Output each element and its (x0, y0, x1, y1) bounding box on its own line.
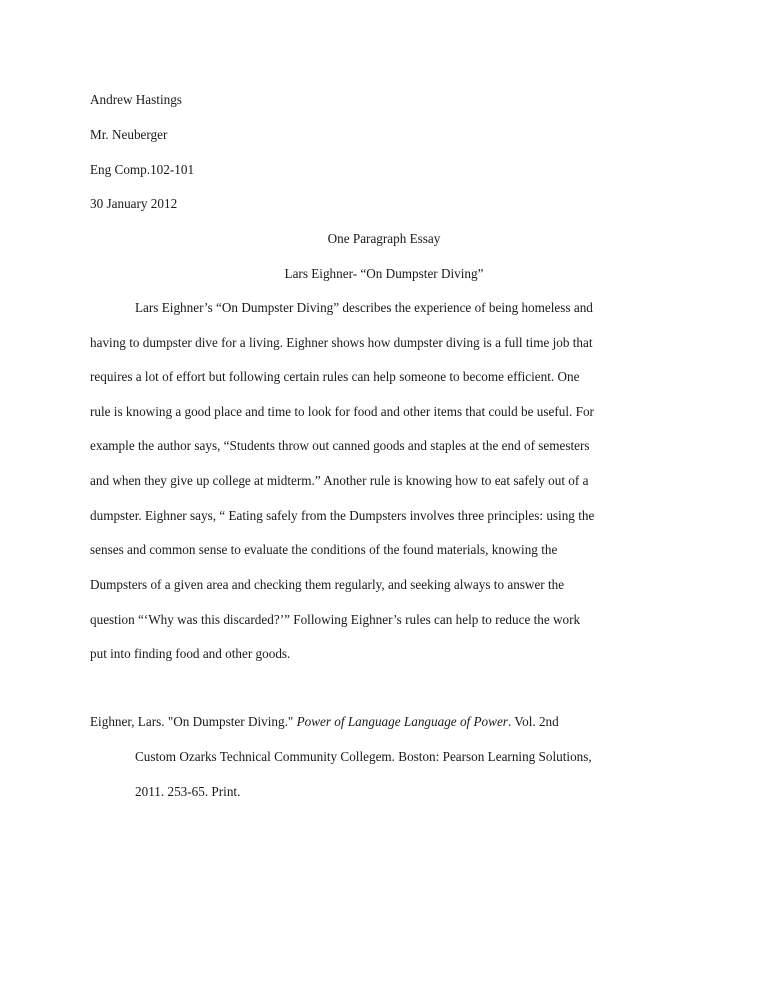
citation-line-2: Custom Ozarks Technical Community Collegem. Boston: Pearson Learning Solutions, (135, 749, 592, 764)
body-line: put into finding food and other goods. (90, 646, 291, 661)
citation-book-title: Power of Language Language of Power (296, 714, 508, 729)
citation-author-title: Eighner, Lars. "On Dumpster Diving." (90, 714, 297, 729)
essay-date: 30 January 2012 (90, 196, 178, 211)
body-line: question “‘Why was this discarded?’” Following Eighner’s rules can help to reduce the work (90, 612, 581, 627)
body-line: and when they give up college at midterm.” Another rule is knowing how to eat safely out of a (90, 473, 589, 488)
body-line: example the author says, “Students throw out canned goods and staples at the end of semesters (90, 438, 590, 453)
citation-line-3: 2011. 253-65. Print. (135, 784, 241, 799)
body-line: dumpster. Eighner says, “ Eating safely from the Dumpsters involves three principles: using the (90, 508, 595, 523)
citation-volume: . Vol. 2nd (507, 714, 559, 729)
citation-line-1 (90, 714, 559, 730)
body-line: senses and common sense to evaluate the conditions of the found materials, knowing the (90, 542, 558, 557)
essay-title: Lars Eighner- “On Dumpster Diving” (284, 266, 484, 281)
body-line: requires a lot of effort but following certain rules can help someone to become efficient. One (90, 369, 580, 384)
body-line: having to dumpster dive for a living. Eighner shows how dumpster diving is a full time job that (90, 335, 593, 350)
essay-type-heading: One Paragraph Essay (327, 231, 441, 246)
body-line: Lars Eighner’s “On Dumpster Diving” describes the experience of being homeless and (135, 300, 593, 315)
course-name: Eng Comp.102-101 (90, 162, 195, 177)
body-line: Dumpsters of a given area and checking them regularly, and seeking always to answer the (90, 577, 565, 592)
instructor-name: Mr. Neuberger (90, 127, 168, 142)
author-name: Andrew Hastings (90, 92, 182, 107)
body-line: rule is knowing a good place and time to look for food and other items that could be useful. For (90, 404, 594, 419)
